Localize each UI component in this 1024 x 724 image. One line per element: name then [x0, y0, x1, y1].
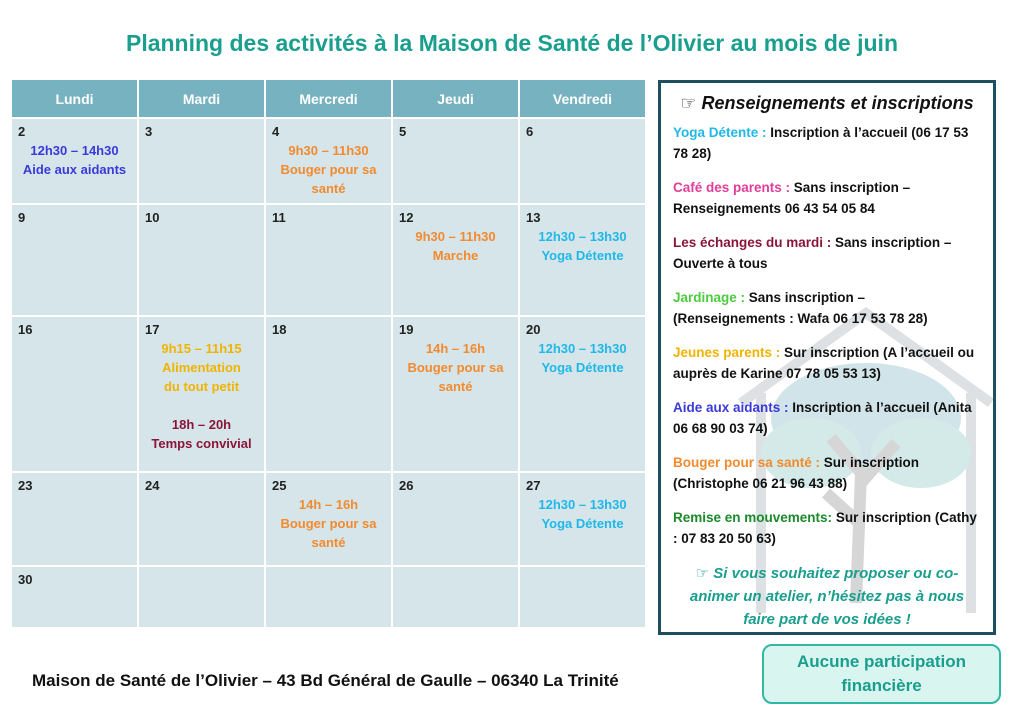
info-entry-label: Bouger pour sa santé : — [673, 455, 821, 470]
calendar-event — [526, 227, 639, 265]
info-content — [661, 83, 993, 635]
calendar-day-cell — [138, 566, 265, 628]
day-number: 13 — [526, 210, 541, 225]
free-participation-badge: Aucune participation financière — [762, 644, 1001, 704]
calendar-day-cell — [11, 472, 138, 566]
day-header: Mercredi — [265, 79, 392, 118]
calendar-day-cell — [519, 204, 646, 316]
day-number: 23 — [18, 478, 33, 493]
info-title — [673, 93, 981, 114]
calendar-day-cell — [138, 204, 265, 316]
event-text: 12h30 – 13h30 — [538, 497, 627, 512]
info-entry — [673, 507, 981, 549]
info-entry-text: Sans inscription – Ouverte à tous — [673, 235, 952, 271]
day-number: 6 — [526, 124, 534, 139]
calendar-day-cell — [265, 118, 392, 204]
event-text: Bouger pour sa — [407, 360, 504, 375]
info-entry — [673, 122, 981, 164]
proposal-note-text: Si vous souhaitez proposer ou co-animer un atelier, n’hésitez pas à nous faire part de vos idées ! — [689, 565, 965, 628]
event-text: 9h15 – 11h15 — [161, 341, 242, 356]
calendar-event — [272, 141, 385, 198]
day-number: 5 — [399, 124, 407, 139]
day-number: 10 — [145, 210, 160, 225]
info-entry-text: Sans inscription – Renseignements 06 43 54 05 84 — [673, 180, 911, 216]
calendar-week-row — [11, 566, 646, 628]
info-entry — [673, 452, 981, 494]
event-text: santé — [311, 535, 346, 550]
calendar-event — [145, 339, 258, 396]
calendar-day-cell — [138, 472, 265, 566]
calendar-day-cell — [265, 566, 392, 628]
calendar-day-cell — [11, 316, 138, 472]
calendar-day-cell — [11, 204, 138, 316]
calendar-event — [399, 339, 512, 396]
calendar-day-cell — [11, 118, 138, 204]
day-header: Lundi — [11, 79, 138, 118]
info-entry-label: Jeunes parents : — [673, 345, 781, 360]
calendar-day-cell — [392, 118, 519, 204]
calendar-event — [272, 495, 385, 552]
info-entry — [673, 287, 981, 329]
event-text: Yoga Détente — [541, 360, 624, 375]
event-text: Bouger pour sa — [280, 516, 377, 531]
day-number: 12 — [399, 210, 414, 225]
day-number: 18 — [272, 322, 287, 337]
info-entry-text: Sur inscription (Christophe 06 21 96 43 88) — [673, 455, 920, 491]
calendar-day-cell — [519, 472, 646, 566]
info-entries — [673, 122, 981, 549]
day-number: 2 — [18, 124, 26, 139]
day-number: 9 — [18, 210, 26, 225]
day-number: 25 — [272, 478, 287, 493]
address-text: Maison de Santé de l’Olivier – 43 Bd Général de Gaulle – 06340 La Trinité — [32, 671, 619, 690]
event-text: Marche — [432, 248, 479, 263]
info-entry — [673, 177, 981, 219]
event-text: Yoga Détente — [541, 516, 624, 531]
day-number: 11 — [272, 210, 286, 225]
info-entry-label: Jardinage : — [673, 290, 746, 305]
event-text: santé — [311, 181, 346, 196]
calendar-week-row — [11, 204, 646, 316]
info-entry-label: Les échanges du mardi : — [673, 235, 832, 250]
day-header: Jeudi — [392, 79, 519, 118]
info-entry-text: Sur inscription (Cathy : 07 83 20 50 63) — [673, 510, 977, 546]
info-entry-text: Sans inscription – (Renseignements : Wafa 06 17 53 78 28) — [673, 290, 928, 326]
day-number: 17 — [145, 322, 160, 337]
pointing-hand-icon: ☞ — [695, 565, 710, 582]
calendar-day-cell — [265, 204, 392, 316]
info-entry-text: Inscription à l’accueil (06 17 53 78 28) — [673, 125, 969, 161]
event-text: 9h30 – 11h30 — [288, 143, 369, 158]
calendar-event — [145, 415, 258, 453]
info-panel — [658, 80, 996, 635]
day-header: Mardi — [138, 79, 265, 118]
calendar-event — [18, 141, 131, 179]
day-number: 4 — [272, 124, 280, 139]
event-text: 9h30 – 11h30 — [415, 229, 496, 244]
calendar-day-cell — [392, 204, 519, 316]
event-text: Alimentation — [162, 360, 241, 375]
calendar-day-cell — [265, 316, 392, 472]
day-number: 20 — [526, 322, 541, 337]
day-number: 19 — [399, 322, 414, 337]
event-text: 14h – 16h — [298, 497, 359, 512]
event-text: 18h – 20h — [171, 417, 232, 432]
calendar-day-cell — [392, 316, 519, 472]
event-text: du tout petit — [163, 379, 240, 394]
day-number: 30 — [18, 572, 33, 587]
calendar-table — [10, 78, 647, 629]
info-entry — [673, 232, 981, 274]
day-number: 26 — [399, 478, 414, 493]
day-number: 16 — [18, 322, 33, 337]
day-header: Vendredi — [519, 79, 646, 118]
info-entry-label: Remise en mouvements: — [673, 510, 833, 525]
calendar-day-cell — [392, 566, 519, 628]
calendar-day-cell — [519, 316, 646, 472]
calendar-day-cell — [138, 316, 265, 472]
calendar-body — [11, 118, 646, 628]
calendar-day-cell — [11, 566, 138, 628]
info-entry — [673, 397, 981, 439]
event-text: 12h30 – 13h30 — [538, 341, 627, 356]
info-entry-label: Aide aux aidants : — [673, 400, 789, 415]
calendar-week-row — [11, 118, 646, 204]
day-number: 3 — [145, 124, 153, 139]
event-text: santé — [438, 379, 473, 394]
calendar-day-cell — [265, 472, 392, 566]
calendar-day-cell — [519, 118, 646, 204]
pointing-hand-icon: ☞ — [680, 93, 697, 113]
info-entry-text: Sur inscription (A l’accueil ou auprès de Karine 07 78 05 53 13) — [673, 345, 975, 381]
calendar-event — [399, 227, 512, 265]
page-title: Planning des activités à la Maison de Santé de l’Olivier au mois de juin — [125, 30, 898, 56]
calendar-week-row — [11, 316, 646, 472]
info-entry-text: Inscription à l’accueil (Anita 06 68 90 03 74) — [673, 400, 972, 436]
event-text: 12h30 – 14h30 — [30, 143, 119, 158]
calendar-event — [526, 339, 639, 377]
proposal-note — [673, 562, 981, 631]
info-entry-label: Café des parents : — [673, 180, 791, 195]
calendar-event — [526, 495, 639, 533]
event-text: Yoga Détente — [541, 248, 624, 263]
day-number: 27 — [526, 478, 541, 493]
info-entry-label: Yoga Détente : — [673, 125, 767, 140]
event-text: Temps convivial — [151, 436, 252, 451]
calendar-header-row — [11, 79, 646, 118]
calendar-day-cell — [519, 566, 646, 628]
event-text: 12h30 – 13h30 — [538, 229, 627, 244]
calendar-day-cell — [392, 472, 519, 566]
day-number: 24 — [145, 478, 160, 493]
info-title-text: Renseignements et inscriptions — [701, 93, 974, 113]
info-entry — [673, 342, 981, 384]
event-text: Aide aux aidants — [22, 162, 127, 177]
calendar-week-row — [11, 472, 646, 566]
event-text: Bouger pour sa — [280, 162, 377, 177]
event-text: 14h – 16h — [425, 341, 486, 356]
calendar-day-cell — [138, 118, 265, 204]
